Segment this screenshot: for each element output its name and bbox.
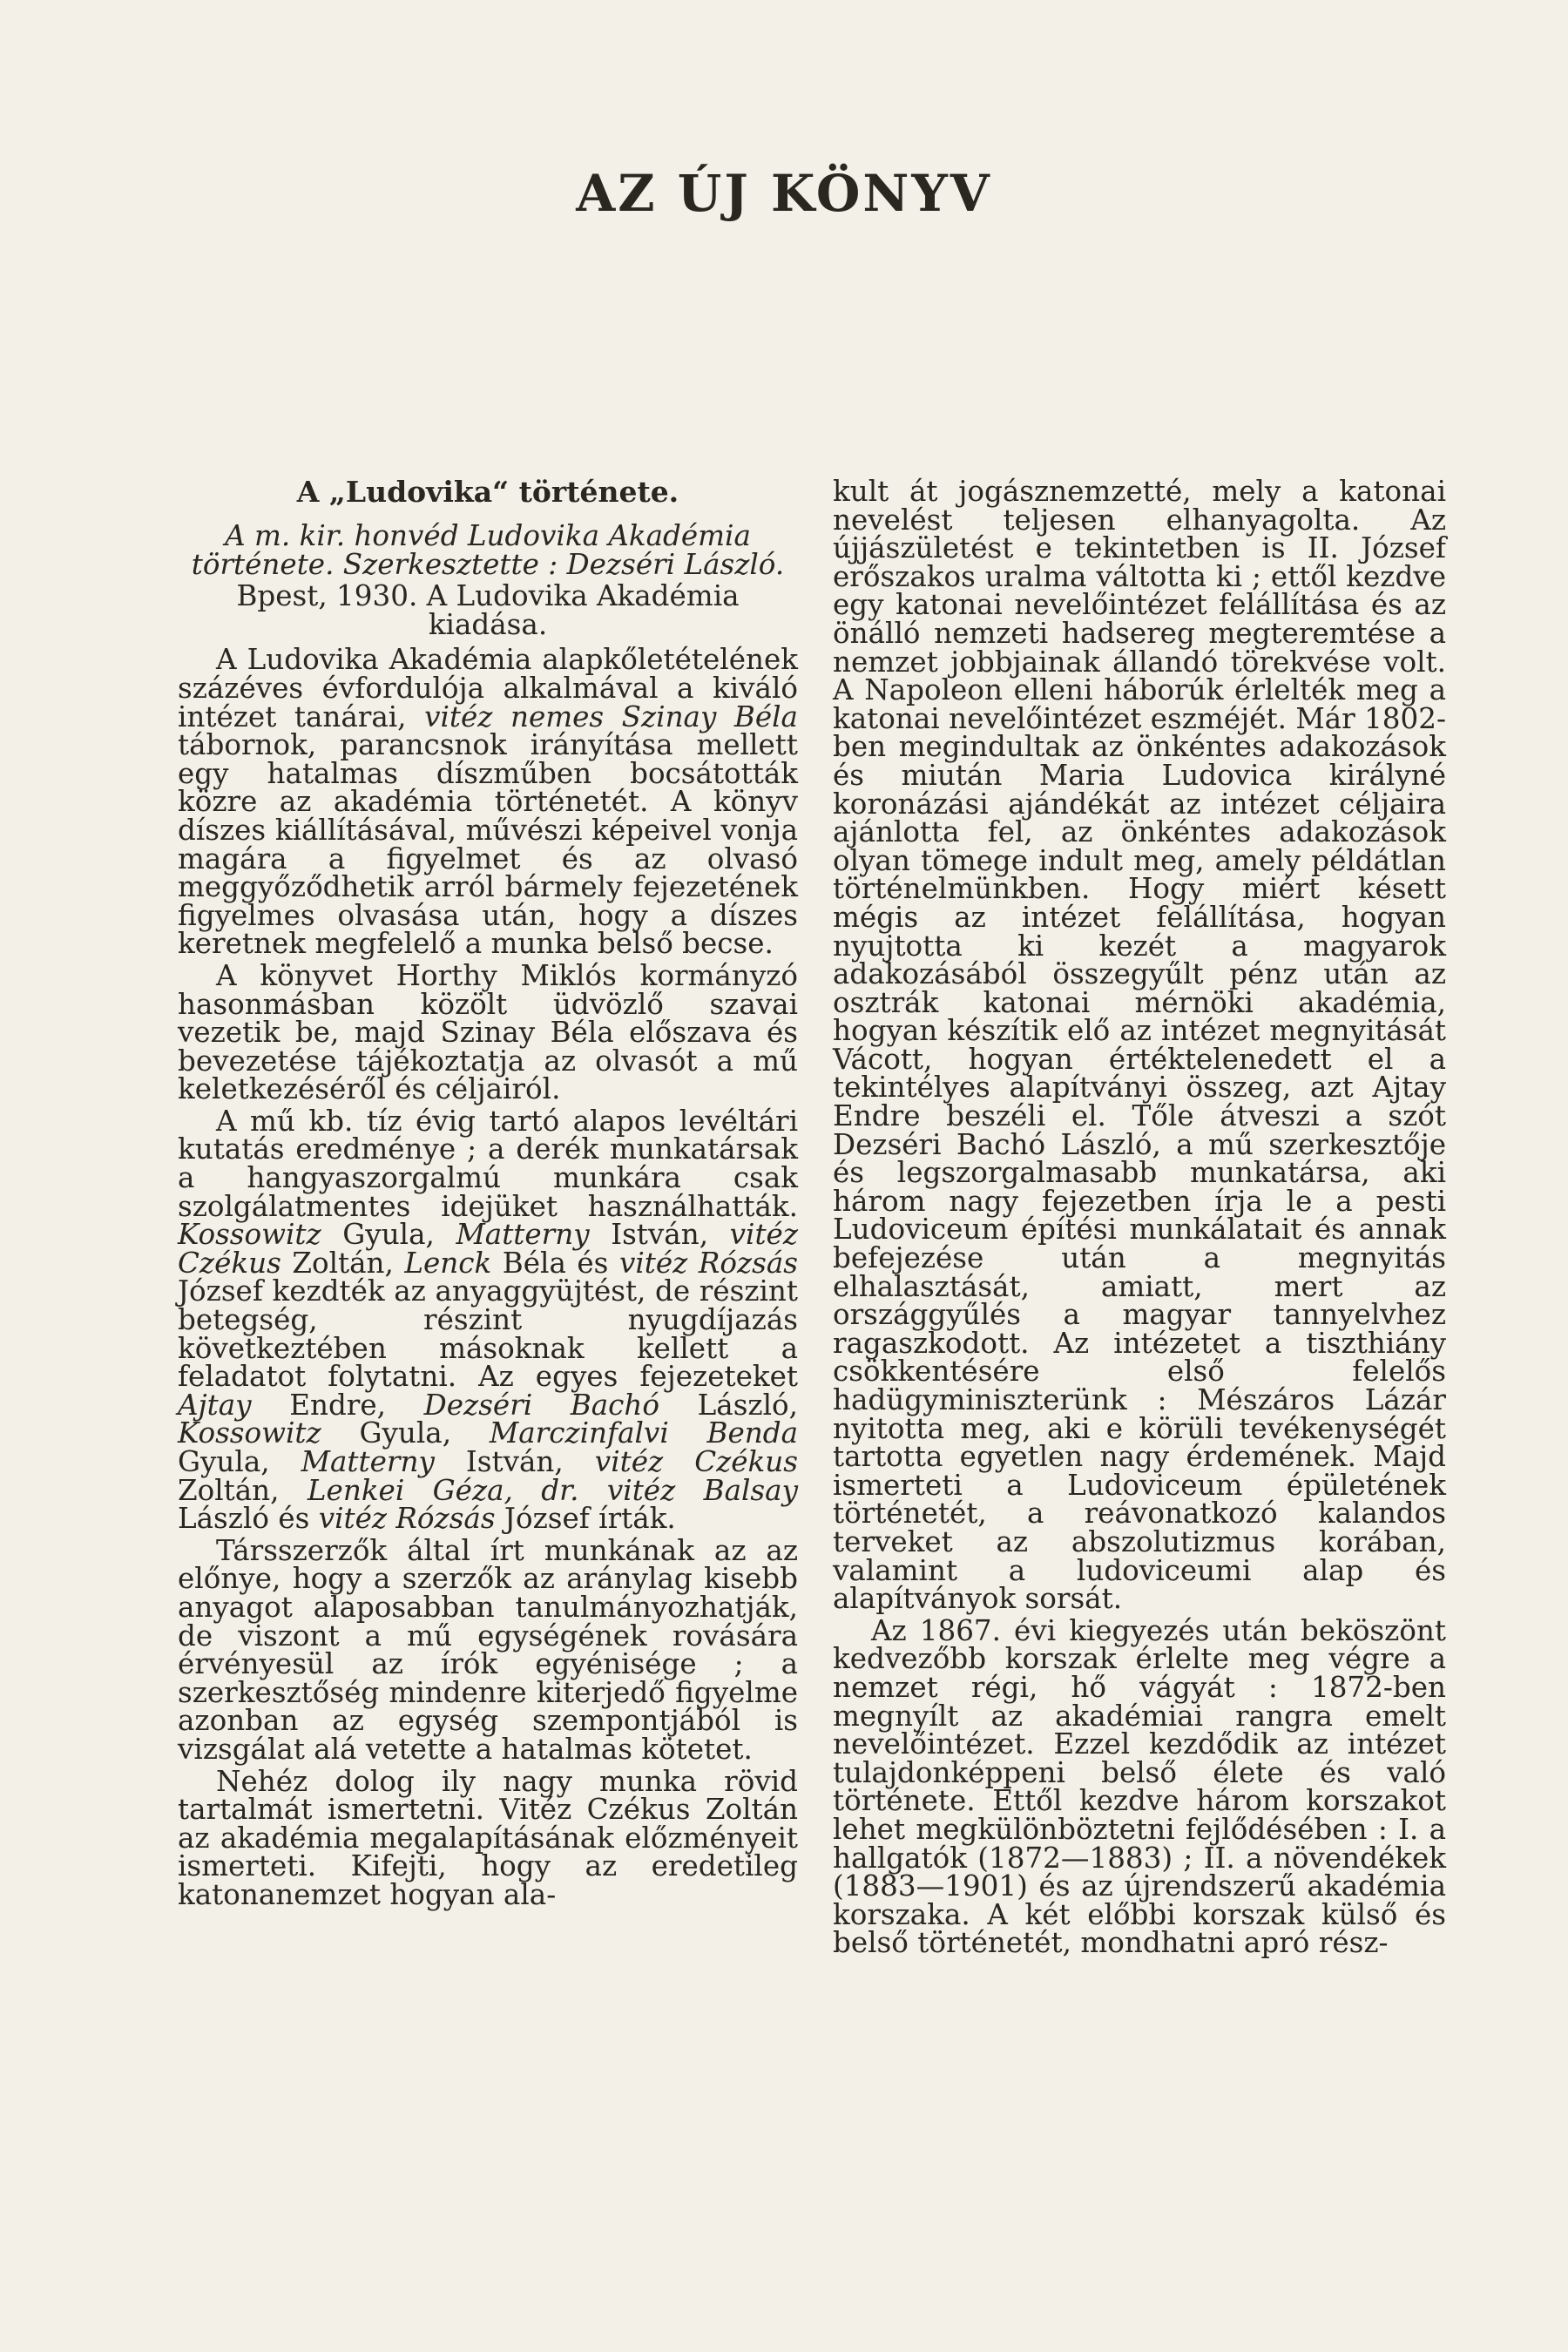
left-column xyxy=(178,477,798,1913)
page-title: AZ ÚJ KÖNYV xyxy=(576,164,992,223)
bibliographic-entry: A m. kir. honvéd Ludovika Akadémia története. Szerkesztette : Dezséri László. xyxy=(191,519,785,581)
paragraph: Nehéz dolog ily nagy munka rövid tartalmát ismertetni. Vitéz Czékus Zoltán az akadémia megalapításának előzményeit ismerteti. Kifejti, hogy az eredetileg katonanemzet hogyan ala- xyxy=(178,1764,798,1911)
review-heading: A „Ludovika“ története. xyxy=(296,475,679,509)
paragraph: kult át jogásznemzetté, mely a katonai nevelést teljesen elhanyagolta. Az újjászületést e tekintetben is II. József erőszakos uralma váltotta ki ; ettől kezdve egy katonai nevelőintézet felállítása és az önálló nemzeti hadsereg megteremtése a nemzet jobbjainak állandó törekvése volt. A Napoleon elleni háborúk érlelték meg a katonai nevelőintézet eszméjét. Már 1802-ben megindultak az önkéntes adakozások és miután Maria Ludovica királyné koronázási ajándékát az intézet céljaira ajánlotta fel, az önkéntes adakozások olyan tömege indult meg, amely példátlan történelmünkben. Hogy miért késett mégis az intézet felállítása, hogyan nyujtotta ki kezét a magyarok adakozásából összegyűlt pénz után az osztrák katonai mérnöki akadémia, hogyan készítik elő az intézet megnyitását Vácott, hogyan értéktelenedett el a tekintélyes alapítványi összeg, azt Ajtay Endre beszéli el. Tőle átveszi a szót Dezséri Bachó László, a mű szerkesztője és legszorgalmasabb munkatársa, aki három nagy fejezetben írja le a pesti Ludoviceum építési munkálatait és annak befejezése után a megnyitás elhalasztását, amiatt, mert az országgyűlés a magyar tannyelvhez ragaszkodott. Az intézetet a tiszthiány csökkentésére első felelős hadügyminiszterünk : Mészáros Lázár nyitotta meg, aki e körüli tevékenységét tartotta egyetlen nagy érdemének. Majd ismerteti a Ludoviceum épületének történetét, a reávonatkozó kalandos terveket az abszolutizmus korában, valamint a ludoviceumi alap és alapítványok sorsát. xyxy=(833,475,1446,1616)
right-column xyxy=(833,477,1446,1961)
paragraph: A könyvet Horthy Miklós kormányzó hasonmásban közölt üdvözlő szavai vezetik be, majd Szinay Béla előszava és bevezetése tájékoztatja az olvasót a mű keletkezéséről és céljairól. xyxy=(178,958,798,1106)
paragraph: A mű kb. tíz évig tartó alapos levéltári kutatás eredménye ; a derék munkatársak a hangyaszorgalmú munkára csak szolgálatmentes idejüket használhatták. Kossowitz Gyula, Matterny István, vitéz Czékus Zoltán, Lenck Béla és vitéz Rózsás József kezdték az anyaggyüjtést, de részint betegség, részint nyugdíjazás következtében másoknak kellett a feladatot folytatni. Az egyes fejezeteket Ajtay Endre, Dezséri Bachó László, Kossowitz Gyula, Marczinfalvi Benda Gyula, Matterny István, vitéz Czékus Zoltán, Lenkei Géza, dr. vitéz Balsay László és vitéz Rózsás József írták. xyxy=(178,1104,799,1536)
paragraph: A Ludovika Akadémia alapkőletételének százéves évfordulója alkalmával a kiváló intézet tanárai, vitéz nemes Szinay Béla tábornok, parancsnok irányítása mellett egy hatalmas díszműben bocsátották közre az akadémia történetét. A könyv díszes kiállításával, művészi képeivel vonja magára a figyelmet és az olvasó meggyőződhetik arról bármely fejezetének figyelmes olvasása után, hogy a díszes keretnek megfelelő a munka belső becse. xyxy=(178,643,798,961)
publication-details: Bpest, 1930. A Ludovika Akadémia kiadása. xyxy=(236,579,740,641)
paragraph: Társszerzők által írt munkának az az előnye, hogy a szerzők az aránylag kisebb anyagot alaposabban tanulmányozhatják, de viszont a mű egységének rovására érvényesül az írók egyénisége ; a szerkesztőség mindenre kiterjedő figyelme azonban az egység szempontjából is vizsgálat alá vetette a hatalmas kötetet. xyxy=(178,1533,798,1766)
paragraph: Az 1867. évi kiegyezés után beköszönt kedvezőbb korszak érlelte meg végre a nemzet régi, hő vágyát : 1872-ben megnyílt az akadémiai rangra emelt nevelőintézet. Ezzel kezdődik az intézet tulajdonképpeni belső élete és való története. Ettől kezdve három korszakot lehet megkülönböztetni fejlődésében : I. a hallgatók (1872—1883) ; II. a növendékek (1883—1901) és az újrendszerű akadémia korszaka. A két előbbi korszak külső és belső történetét, mondhatni apró rész- xyxy=(833,1613,1446,1960)
